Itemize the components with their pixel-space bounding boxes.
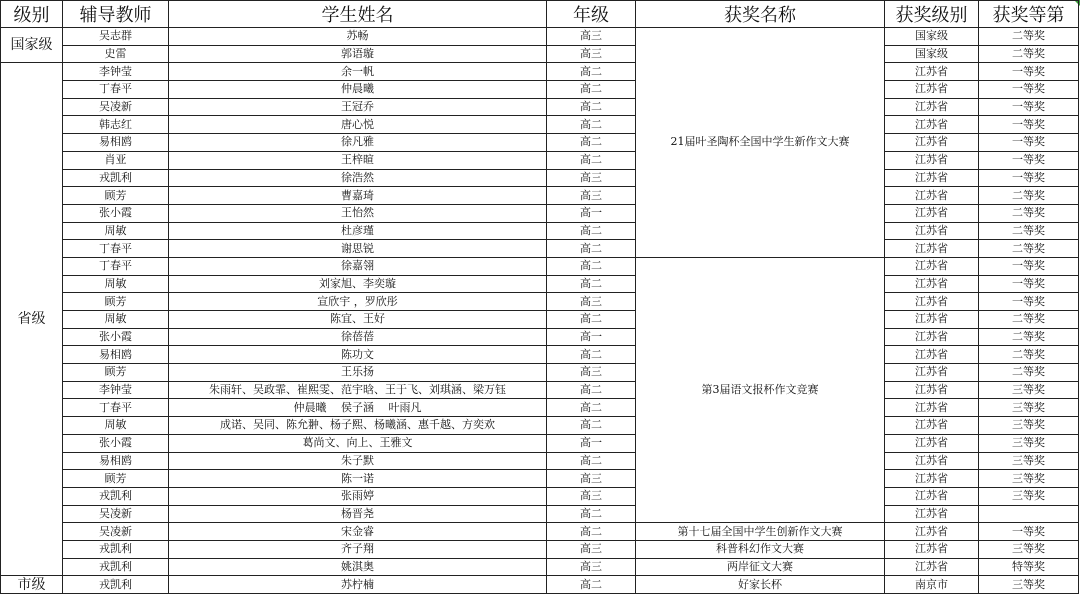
rank-cell: 二等奖	[979, 364, 1079, 382]
rank-cell: 二等奖	[979, 240, 1079, 258]
table-row	[1, 63, 1079, 81]
table-row	[1, 98, 1079, 116]
award-level-cell: 江苏省	[885, 222, 979, 240]
rank-cell: 三等奖	[979, 399, 1079, 417]
award-level-cell: 江苏省	[885, 257, 979, 275]
award-level-cell: 江苏省	[885, 63, 979, 81]
rank-cell: 一等奖	[979, 169, 1079, 187]
rank-cell: 三等奖	[979, 434, 1079, 452]
students-cell: 刘家旭、李奕璇	[169, 275, 547, 293]
award-level-cell: 江苏省	[885, 169, 979, 187]
grade-cell: 高二	[547, 134, 636, 152]
grade-cell: 高二	[547, 63, 636, 81]
teacher-cell: 肖亚	[63, 151, 169, 169]
rank-cell: 一等奖	[979, 134, 1079, 152]
students-cell: 曹嘉琦	[169, 187, 547, 205]
students-cell: 徐嘉翎	[169, 257, 547, 275]
students-cell: 杨晋尧	[169, 505, 547, 523]
teacher-cell: 张小霞	[63, 434, 169, 452]
students-cell: 葛尚文、向上、王雅文	[169, 434, 547, 452]
students-cell: 王乐扬	[169, 364, 547, 382]
table-row	[1, 381, 1079, 399]
table-row	[1, 417, 1079, 435]
award-level-cell: 江苏省	[885, 364, 979, 382]
award-yuwenbao: 第3届语文报杯作文竞赛	[636, 257, 885, 522]
students-cell: 王怡然	[169, 204, 547, 222]
rank-cell	[979, 505, 1079, 523]
teacher-cell: 戎凯利	[63, 576, 169, 594]
table-row	[1, 28, 1079, 46]
grade-cell: 高二	[547, 240, 636, 258]
students-cell: 王梓暄	[169, 151, 547, 169]
students-cell: 陈功文	[169, 346, 547, 364]
rank-cell: 一等奖	[979, 81, 1079, 99]
award-level-cell: 江苏省	[885, 81, 979, 99]
table-row	[1, 169, 1079, 187]
grade-cell: 高三	[547, 28, 636, 46]
grade-cell: 高一	[547, 434, 636, 452]
award-level-cell: 江苏省	[885, 204, 979, 222]
award-level-cell: 江苏省	[885, 240, 979, 258]
students-cell: 朱子默	[169, 452, 547, 470]
grade-cell: 高二	[547, 576, 636, 594]
table-row	[1, 487, 1079, 505]
award-level-cell: 江苏省	[885, 505, 979, 523]
grade-cell: 高二	[547, 257, 636, 275]
teacher-cell: 丁春平	[63, 257, 169, 275]
table-row	[1, 399, 1079, 417]
rank-cell: 二等奖	[979, 187, 1079, 205]
teacher-cell: 韩志红	[63, 116, 169, 134]
grade-cell: 高二	[547, 116, 636, 134]
rank-cell: 三等奖	[979, 470, 1079, 488]
header-row	[1, 1, 1079, 28]
grade-cell: 高二	[547, 346, 636, 364]
teacher-cell: 李钟莹	[63, 381, 169, 399]
teacher-cell: 顾芳	[63, 293, 169, 311]
teacher-cell: 顾芳	[63, 187, 169, 205]
award-level-cell: 江苏省	[885, 523, 979, 541]
grade-cell: 高二	[547, 505, 636, 523]
award-level-cell: 江苏省	[885, 399, 979, 417]
table-row	[1, 470, 1079, 488]
grade-cell: 高三	[547, 169, 636, 187]
award-level-cell: 江苏省	[885, 151, 979, 169]
table-row	[1, 558, 1079, 576]
students-cell: 姚淇奥	[169, 558, 547, 576]
students-cell: 仲晨曦 侯子涵 叶雨凡	[169, 399, 547, 417]
table-row	[1, 222, 1079, 240]
rank-cell: 三等奖	[979, 540, 1079, 558]
teacher-cell: 易相鸥	[63, 134, 169, 152]
students-cell: 苏柠楠	[169, 576, 547, 594]
table-row	[1, 275, 1079, 293]
teacher-cell: 张小霞	[63, 204, 169, 222]
grade-cell: 高三	[547, 293, 636, 311]
rank-cell: 三等奖	[979, 452, 1079, 470]
rank-cell: 一等奖	[979, 98, 1079, 116]
table-row	[1, 505, 1079, 523]
rank-cell: 一等奖	[979, 275, 1079, 293]
award-level-cell: 江苏省	[885, 98, 979, 116]
level-national: 国家级	[1, 28, 63, 63]
grade-cell: 高三	[547, 45, 636, 63]
teacher-cell: 戎凯利	[63, 487, 169, 505]
table-row	[1, 45, 1079, 63]
table-row	[1, 240, 1079, 258]
rank-cell: 一等奖	[979, 257, 1079, 275]
teacher-cell: 周敏	[63, 311, 169, 329]
award-level-cell: 江苏省	[885, 381, 979, 399]
students-cell: 宣欣宇 ，罗欣彤	[169, 293, 547, 311]
grade-cell: 高二	[547, 452, 636, 470]
rank-cell: 特等奖	[979, 558, 1079, 576]
header-rank: 获奖等第	[979, 1, 1079, 28]
rank-cell: 三等奖	[979, 381, 1079, 399]
teacher-cell: 顾芳	[63, 470, 169, 488]
grade-cell: 高二	[547, 381, 636, 399]
students-cell: 陈宜、王好	[169, 311, 547, 329]
grade-cell: 高三	[547, 558, 636, 576]
grade-cell: 高二	[547, 523, 636, 541]
teacher-cell: 戎凯利	[63, 169, 169, 187]
table-row	[1, 523, 1079, 541]
rank-cell: 二等奖	[979, 204, 1079, 222]
level-city: 市级	[1, 576, 63, 594]
table-row	[1, 364, 1079, 382]
award-chuangxin: 第十七届全国中学生创新作文大赛	[636, 523, 885, 541]
award-level-cell: 江苏省	[885, 487, 979, 505]
award-kepu: 科普科幻作文大赛	[636, 540, 885, 558]
rank-cell: 三等奖	[979, 487, 1079, 505]
table-row	[1, 328, 1079, 346]
teacher-cell: 丁春平	[63, 81, 169, 99]
award-level-cell: 江苏省	[885, 311, 979, 329]
rank-cell: 三等奖	[979, 576, 1079, 594]
rank-cell: 二等奖	[979, 222, 1079, 240]
award-level-cell: 国家级	[885, 45, 979, 63]
students-cell: 唐心悦	[169, 116, 547, 134]
table-row	[1, 204, 1079, 222]
rank-cell: 二等奖	[979, 311, 1079, 329]
rank-cell: 一等奖	[979, 116, 1079, 134]
header-level: 级别	[1, 1, 63, 28]
teacher-cell: 戎凯利	[63, 558, 169, 576]
teacher-cell: 易相鸥	[63, 346, 169, 364]
students-cell: 谢思锐	[169, 240, 547, 258]
grade-cell: 高一	[547, 328, 636, 346]
rank-cell: 一等奖	[979, 151, 1079, 169]
award-level-cell: 江苏省	[885, 417, 979, 435]
award-liangan: 两岸征文大赛	[636, 558, 885, 576]
header-teacher: 辅导教师	[63, 1, 169, 28]
header-students: 学生姓名	[169, 1, 547, 28]
rank-cell: 一等奖	[979, 63, 1079, 81]
header-award-level: 获奖级别	[885, 1, 979, 28]
award-level-cell: 江苏省	[885, 346, 979, 364]
students-cell: 朱雨轩、吴政霏、崔熙雯、范宇晗、王于飞、刘琪涵、梁万钰	[169, 381, 547, 399]
grade-cell: 高三	[547, 364, 636, 382]
teacher-cell: 丁春平	[63, 399, 169, 417]
award-level-cell: 江苏省	[885, 540, 979, 558]
table-row	[1, 151, 1079, 169]
rank-cell: 二等奖	[979, 328, 1079, 346]
table-row	[1, 257, 1079, 275]
rank-cell: 二等奖	[979, 28, 1079, 46]
students-cell: 徐浩然	[169, 169, 547, 187]
students-cell: 张雨婷	[169, 487, 547, 505]
grade-cell: 高二	[547, 275, 636, 293]
teacher-cell: 周敏	[63, 222, 169, 240]
award-level-cell: 江苏省	[885, 452, 979, 470]
students-cell: 余一帆	[169, 63, 547, 81]
grade-cell: 高二	[547, 399, 636, 417]
award-level-cell: 江苏省	[885, 275, 979, 293]
students-cell: 苏畅	[169, 28, 547, 46]
teacher-cell: 易相鸥	[63, 452, 169, 470]
header-grade: 年级	[547, 1, 636, 28]
grade-cell: 高二	[547, 311, 636, 329]
teacher-cell: 丁春平	[63, 240, 169, 258]
students-cell: 王冠乔	[169, 98, 547, 116]
award-level-cell: 江苏省	[885, 134, 979, 152]
grade-cell: 高三	[547, 540, 636, 558]
table-row	[1, 116, 1079, 134]
table-row	[1, 434, 1079, 452]
rank-cell: 二等奖	[979, 346, 1079, 364]
students-cell: 徐蓓蓓	[169, 328, 547, 346]
award-level-cell: 江苏省	[885, 116, 979, 134]
header-award-name: 获奖名称	[636, 1, 885, 28]
table-row	[1, 293, 1079, 311]
grade-cell: 高二	[547, 222, 636, 240]
teacher-cell: 李钟莹	[63, 63, 169, 81]
rank-cell: 一等奖	[979, 293, 1079, 311]
table-row	[1, 452, 1079, 470]
grade-cell: 高三	[547, 470, 636, 488]
students-cell: 成诺、吴同、陈允翀、杨子熙、杨曦涵、惠千越、方奕欢	[169, 417, 547, 435]
table-row	[1, 311, 1079, 329]
award-level-cell: 国家级	[885, 28, 979, 46]
rank-cell: 二等奖	[979, 45, 1079, 63]
teacher-cell: 周敏	[63, 275, 169, 293]
award-level-cell: 江苏省	[885, 328, 979, 346]
teacher-cell: 戎凯利	[63, 540, 169, 558]
grade-cell: 高一	[547, 204, 636, 222]
award-level-cell: 江苏省	[885, 293, 979, 311]
students-cell: 郭语璇	[169, 45, 547, 63]
grade-cell: 高二	[547, 151, 636, 169]
table-row	[1, 540, 1079, 558]
teacher-cell: 史雷	[63, 45, 169, 63]
grade-cell: 高三	[547, 487, 636, 505]
table-row	[1, 576, 1079, 594]
award-yeshengtao: 21届叶圣陶杯全国中学生新作文大赛	[636, 28, 885, 258]
table-row	[1, 187, 1079, 205]
award-level-cell: 江苏省	[885, 470, 979, 488]
grade-cell: 高二	[547, 81, 636, 99]
grade-cell: 高二	[547, 417, 636, 435]
award-level-cell: 江苏省	[885, 558, 979, 576]
teacher-cell: 张小霞	[63, 328, 169, 346]
award-level-cell: 江苏省	[885, 434, 979, 452]
students-cell: 杜彦瑾	[169, 222, 547, 240]
rank-cell: 三等奖	[979, 417, 1079, 435]
students-cell: 宋金睿	[169, 523, 547, 541]
teacher-cell: 吴凌新	[63, 505, 169, 523]
teacher-cell: 吴凌新	[63, 98, 169, 116]
students-cell: 仲晨曦	[169, 81, 547, 99]
award-level-cell: 南京市	[885, 576, 979, 594]
teacher-cell: 周敏	[63, 417, 169, 435]
award-haoshu: 好家长杯	[636, 576, 885, 594]
grade-cell: 高二	[547, 98, 636, 116]
rank-cell: 一等奖	[979, 523, 1079, 541]
students-cell: 徐凡雅	[169, 134, 547, 152]
level-provincial: 省级	[1, 63, 63, 576]
teacher-cell: 吴凌新	[63, 523, 169, 541]
students-cell: 齐子翔	[169, 540, 547, 558]
table-row	[1, 346, 1079, 364]
students-cell: 陈一诺	[169, 470, 547, 488]
grade-cell: 高三	[547, 187, 636, 205]
table-row	[1, 81, 1079, 99]
table-row	[1, 134, 1079, 152]
teacher-cell: 顾芳	[63, 364, 169, 382]
award-level-cell: 江苏省	[885, 187, 979, 205]
teacher-cell: 吴志群	[63, 28, 169, 46]
